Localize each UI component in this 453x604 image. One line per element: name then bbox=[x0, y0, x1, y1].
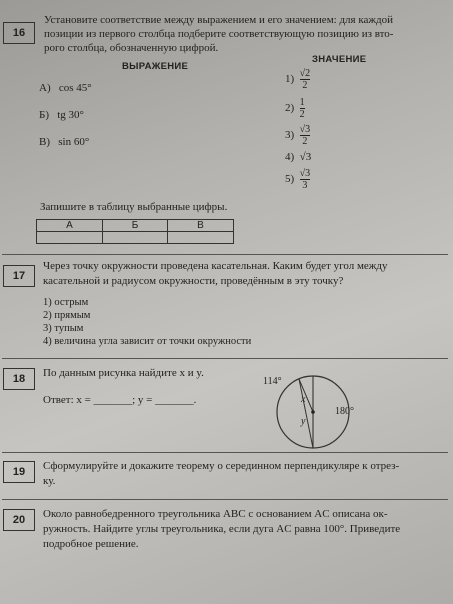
q17-option-1: 1) острым bbox=[43, 297, 89, 308]
q20-text-line-3: подробное решение. bbox=[43, 538, 139, 550]
q16-answer-table bbox=[36, 219, 234, 244]
question-number-18: 18 bbox=[3, 368, 35, 390]
q16-value-3-label: 3) bbox=[285, 129, 295, 142]
q20-text-line-1: Около равнобедренного треугольника ABC с основанием AC описана ок- bbox=[43, 508, 388, 520]
q16-answer-cell-b[interactable] bbox=[102, 232, 167, 244]
q18-answer-line: Ответ: x = _______; y = _______. bbox=[43, 394, 197, 406]
q16-expr-b-label: Б) bbox=[39, 109, 49, 121]
q16-column-value-header: ЗНАЧЕНИЕ bbox=[312, 54, 367, 65]
q16-value-5-label: 5) bbox=[285, 173, 295, 186]
q16-value-1-den: 2 bbox=[302, 80, 308, 91]
q16-value-5-den: 3 bbox=[302, 180, 308, 191]
q17-text-line-1: Через точку окружности проведена касательная. Каким будет угол между bbox=[43, 260, 388, 272]
q16-value-2-den: 2 bbox=[299, 109, 305, 120]
q16-expr-a-label: А) bbox=[39, 82, 51, 94]
q16-value-2-label: 2) bbox=[285, 102, 295, 115]
q16-value-5-num: √3 bbox=[299, 168, 311, 179]
q16-value-4 bbox=[285, 151, 311, 164]
q17-option-3: 3) тупым bbox=[43, 323, 84, 334]
q17-text-line-2: касательной и радиусом окружности, проведённым в эту точку? bbox=[43, 275, 344, 287]
q16-expr-b bbox=[39, 109, 84, 122]
q16-text-line-1: Установите соответствие между выражением и его значением: для каждой bbox=[44, 14, 393, 26]
q16-expr-a bbox=[39, 82, 92, 95]
q16-table-header-c: В bbox=[168, 220, 234, 232]
angle-label-y: y bbox=[301, 416, 306, 427]
question-number-20: 20 bbox=[3, 509, 35, 531]
q16-value-4-value: √3 bbox=[299, 151, 312, 163]
q16-expr-a-value: cos 45° bbox=[58, 82, 92, 94]
q16-value-2 bbox=[285, 97, 305, 120]
q16-table-header-a: А bbox=[37, 220, 103, 232]
q16-value-3-den: 2 bbox=[302, 136, 308, 147]
q16-value-1-num: √2 bbox=[299, 68, 311, 79]
q16-text-line-2: позиции из первого столбца подберите соответствующую позицию из вто- bbox=[44, 28, 394, 40]
q16-expr-c-label: В) bbox=[39, 136, 50, 148]
separator bbox=[2, 452, 448, 453]
arc-label-114: 114° bbox=[263, 376, 282, 387]
arc-label-180: 180° bbox=[335, 406, 354, 417]
q16-value-3-num: √3 bbox=[299, 124, 311, 135]
q16-expr-c-value: sin 60° bbox=[58, 136, 90, 148]
q16-expr-c bbox=[39, 136, 89, 149]
q16-value-1-label: 1) bbox=[285, 73, 295, 86]
question-number-16: 16 bbox=[3, 22, 35, 44]
separator bbox=[2, 499, 448, 500]
q16-table-header-b: Б bbox=[102, 220, 167, 232]
q16-column-expression-header: ВЫРАЖЕНИЕ bbox=[122, 61, 189, 72]
q19-text-line-2: ку. bbox=[43, 475, 56, 487]
q16-answer-cell-c[interactable] bbox=[168, 232, 234, 244]
q17-option-2: 2) прямым bbox=[43, 310, 91, 321]
separator bbox=[2, 358, 448, 359]
q19-text-line-1: Сформулируйте и докажите теорему о серединном перпендикуляре к отрез- bbox=[43, 460, 400, 472]
center-point bbox=[311, 410, 315, 414]
q16-value-1 bbox=[285, 68, 310, 91]
q20-text-line-2: ружность. Найдите углы треугольника, если дуга AC равна 100°. Приведите bbox=[43, 523, 401, 535]
q16-text-line-3: рого столбца, обозначенную цифрой. bbox=[44, 42, 219, 54]
q16-table-caption: Запишите в таблицу выбранные цифры. bbox=[40, 201, 228, 213]
q18-circle-diagram bbox=[255, 372, 365, 452]
q16-value-3 bbox=[285, 124, 310, 147]
q16-answer-cell-a[interactable] bbox=[37, 232, 103, 244]
question-number-17: 17 bbox=[3, 265, 35, 287]
chord-1 bbox=[299, 379, 313, 448]
angle-label-x: x bbox=[301, 394, 306, 405]
q16-value-2-num: 1 bbox=[299, 97, 305, 108]
q16-expr-b-value: tg 30° bbox=[57, 109, 84, 121]
question-number-19: 19 bbox=[3, 461, 35, 483]
separator bbox=[2, 254, 448, 255]
q16-value-4-label: 4) bbox=[285, 151, 295, 163]
q18-text: По данным рисунка найдите x и y. bbox=[43, 367, 204, 379]
q16-value-5 bbox=[285, 168, 310, 191]
q17-option-4: 4) величина угла зависит от точки окружности bbox=[43, 336, 252, 347]
